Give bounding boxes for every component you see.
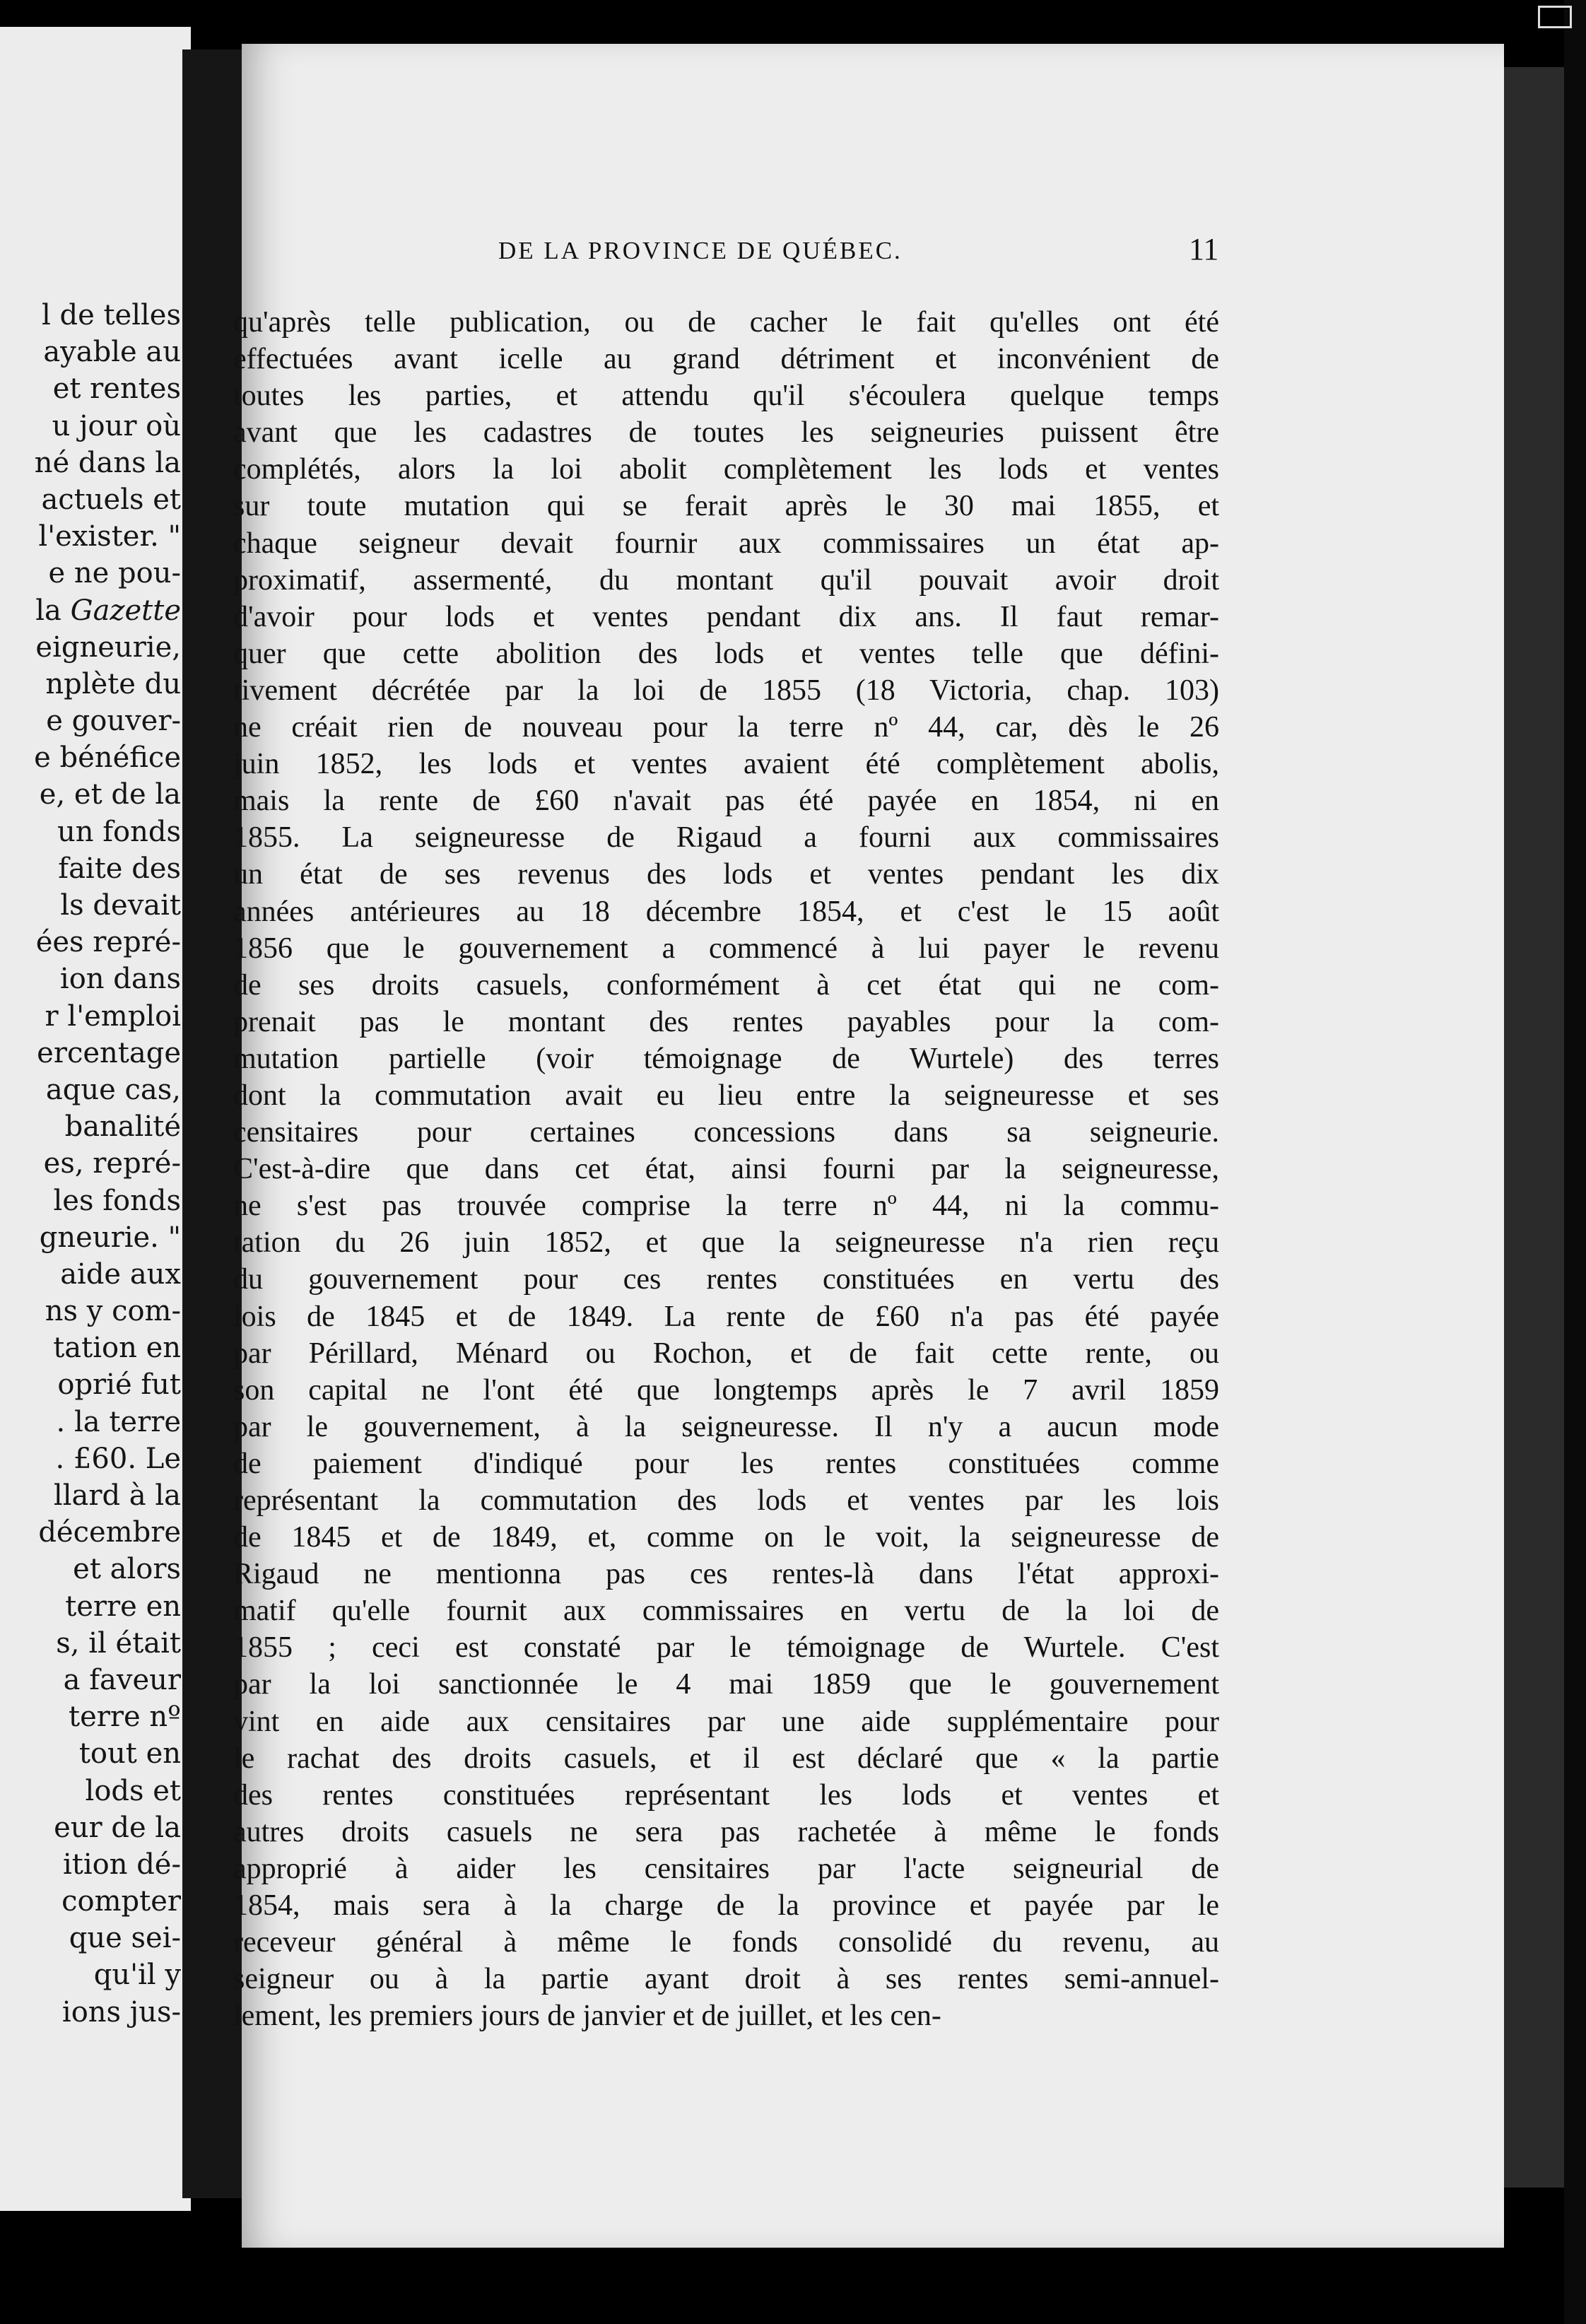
text-line: mutation partielle (voir témoignage de Wurtele) des terres <box>233 1042 1219 1075</box>
text-line: prenait pas le montant des rentes payables pour la com- <box>233 1005 1219 1038</box>
facing-text-line: es, repré- <box>43 1147 181 1180</box>
facing-text-line: les fonds <box>53 1184 181 1217</box>
text-line: complétés, alors la loi abolit complètement les lods et ventes <box>233 453 1219 486</box>
facing-text-line: l'exister. " <box>38 520 181 553</box>
facing-text-line: ions jus- <box>61 1995 181 2029</box>
page-edge-strip <box>1504 67 1564 2188</box>
text-line: chaque seigneur devait fournir aux commissaires un état ap- <box>233 527 1219 560</box>
text-line: matif qu'elle fournit aux commissaires en vertu de la loi de <box>233 1595 1219 1628</box>
facing-text-line: . la terre <box>56 1405 181 1438</box>
text-line: tivement décrétée par la loi de 1855 (18 Victoria, chap. 103) <box>233 674 1219 707</box>
text-line: des rentes constituées représentant les lods et ventes et <box>233 1778 1219 1812</box>
text-line: toutes les parties, et attendu qu'il s'écoulera quelque temps <box>233 380 1219 413</box>
facing-text-line: gneurie. " <box>39 1221 181 1254</box>
text-line: sur toute mutation qui se ferait après le 30 mai 1855, et <box>233 490 1219 523</box>
text-line: de ses droits casuels, conformément à cet état qui ne com- <box>233 968 1219 1002</box>
facing-text-line: et rentes <box>52 372 181 406</box>
facing-text-line: banalité <box>64 1110 181 1144</box>
facing-text-line: eur de la <box>54 1811 181 1844</box>
facing-text-line: e bénéfice <box>34 741 181 775</box>
facing-page-text <box>0 297 181 2031</box>
text-line: le rachat des droits casuels, et il est déclaré que « la partie <box>233 1742 1219 1775</box>
text-line: 1856 que le gouvernement a commencé à lui payer le revenu <box>233 932 1219 965</box>
facing-text-line: aide aux <box>60 1257 181 1291</box>
facing-text-line: compter <box>61 1885 181 1918</box>
text-line: années antérieures au 18 décembre 1854, et c'est le 15 août <box>233 895 1219 928</box>
facing-text-line: faite des <box>58 852 181 885</box>
text-line: lois de 1845 et de 1849. La rente de £60 n'a pas été payée <box>233 1300 1219 1333</box>
facing-text-line: ls devait <box>60 889 181 922</box>
facing-text-line: aque cas, <box>45 1073 181 1106</box>
text-line: d'avoir pour lods et ventes pendant dix ans. Il faut remar- <box>233 600 1219 633</box>
facing-text-line: . £60. Le <box>55 1442 181 1475</box>
text-line: approprié à aider les censitaires par l'acte seigneurial de <box>233 1852 1219 1885</box>
facing-text-line: l de telles <box>41 299 181 331</box>
facing-text-line: ercentage <box>37 1036 181 1069</box>
text-line: effectuées avant icelle au grand détriment et inconvénient de <box>233 343 1219 376</box>
facing-text-line: nplète du <box>45 667 181 700</box>
facing-text-line: tation en <box>53 1332 181 1365</box>
text-line: dont la commutation avait eu lieu entre la seigneuresse et ses <box>233 1079 1219 1112</box>
facing-text-line: un fonds <box>57 815 181 848</box>
facing-text-line: et alors <box>73 1553 181 1586</box>
text-line: son capital ne l'ont été que longtemps après le 7 avril 1859 <box>233 1373 1219 1407</box>
facing-text-line: lods et <box>85 1774 181 1807</box>
text-line: par la loi sanctionnée le 4 mai 1859 que le gouvernement <box>233 1668 1219 1701</box>
text-line: un état de ses revenus des lods et ventes pendant les dix <box>233 858 1219 891</box>
facing-text-line: eigneurie, <box>35 630 181 664</box>
text-line: juin 1852, les lods et ventes avaient été complètement abolis, <box>233 748 1219 781</box>
facing-text-line: décembre <box>38 1516 181 1549</box>
text-line: de 1845 et de 1849, et, comme on le voit, la seigneuresse de <box>233 1521 1219 1554</box>
facing-text-line: ayable au <box>43 336 181 369</box>
facing-text-line: e ne pou- <box>48 557 181 590</box>
text-line: seigneur ou à la partie ayant droit à ses rentes semi-annuel- <box>233 1963 1219 1996</box>
body-text <box>233 304 1219 2034</box>
facing-text-line: ées repré- <box>35 926 181 959</box>
text-line: avant que les cadastres de toutes les seigneuries puissent être <box>233 416 1219 450</box>
facing-text-line: e, et de la <box>39 778 181 811</box>
facing-text-line: ition dé- <box>62 1848 181 1881</box>
text-line: qu'après telle publication, ou de cacher le fait qu'elles ont été <box>233 306 1219 339</box>
text-line: de paiement d'indiqué pour les rentes constituées comme <box>233 1447 1219 1480</box>
text-line: autres droits casuels ne sera pas rachetée à même le fonds <box>233 1815 1219 1848</box>
facing-text-line: terre en <box>65 1590 181 1623</box>
text-line: quer que cette abolition des lods et ventes telle que défini- <box>233 637 1219 670</box>
scan-border <box>1564 0 1586 2324</box>
text-line: Rigaud ne mentionna pas ces rentes-là dans l'état approxi- <box>233 1558 1219 1591</box>
facing-text-line: oprié fut <box>57 1368 181 1402</box>
text-line: mais la rente de £60 n'avait pas été payée en 1854, ni en <box>233 785 1219 818</box>
scan-corner-mark <box>1538 6 1572 28</box>
facing-text-line: qu'il y <box>93 1959 181 1992</box>
facing-text-line: né dans la <box>34 446 181 479</box>
text-line: proximatif, assermenté, du montant qu'il pouvait avoir droit <box>233 563 1219 597</box>
text-line: vint en aide aux censitaires par une aide supplémentaire pour <box>233 1705 1219 1738</box>
facing-text-line: ion dans <box>59 963 181 996</box>
text-line: par Périllard, Ménard ou Rochon, et de fait cette rente, ou <box>233 1337 1219 1370</box>
facing-text-line: u jour où <box>52 409 181 442</box>
running-head: DE LA PROVINCE DE QUÉBEC. <box>498 237 903 264</box>
page-number: 11 <box>1189 232 1219 266</box>
text-line: receveur général à même le fonds consolidé du revenu, au <box>233 1926 1219 1959</box>
text-line: ne créait rien de nouveau pour la terre nº 44, car, dès le 26 <box>233 711 1219 744</box>
text-line: représentant la commutation des lods et ventes par les lois <box>233 1484 1219 1517</box>
facing-text-line: a faveur <box>63 1663 181 1696</box>
text-line: 1854, mais sera à la charge de la province et payée par le <box>233 1889 1219 1923</box>
text-line: du gouvernement pour ces rentes constituées en vertu des <box>233 1263 1219 1296</box>
facing-text-line: e gouver- <box>46 705 181 738</box>
text-line: 1855. La seigneuresse de Rigaud a fourni aux commissaires <box>233 821 1219 855</box>
text-line: tation du 26 juin 1852, et que la seigneuresse n'a rien reçu <box>233 1226 1219 1260</box>
facing-text-line: tout en <box>78 1737 181 1771</box>
facing-text-line: que sei- <box>69 1922 181 1955</box>
facing-text-line: s, il était <box>56 1626 181 1660</box>
text-line: par le gouvernement, à la seigneuresse. Il n'y a aucun mode <box>233 1410 1219 1443</box>
facing-text-line: la Gazette <box>35 594 181 627</box>
text-line: 1855 ; ceci est constaté par le témoignage de Wurtele. C'est <box>233 1631 1219 1665</box>
text-line: ne s'est pas trouvée comprise la terre nº 44, ni la commu- <box>233 1190 1219 1223</box>
facing-text-line: ns y com- <box>45 1295 181 1328</box>
text-line: censitaires pour certaines concessions dans sa seigneurie. <box>233 1116 1219 1149</box>
facing-text-line: r l'emploi <box>45 999 181 1033</box>
facing-text-line: actuels et <box>41 483 181 516</box>
facing-text-line: llard à la <box>53 1479 181 1512</box>
facing-text-line: terre nº <box>69 1701 181 1734</box>
facing-page <box>0 27 191 2211</box>
text-line: lement, les premiers jours de janvier et de juillet, et les cen- <box>233 2000 941 2033</box>
text-line: C'est-à-dire que dans cet état, ainsi fourni par la seigneuresse, <box>233 1153 1219 1186</box>
